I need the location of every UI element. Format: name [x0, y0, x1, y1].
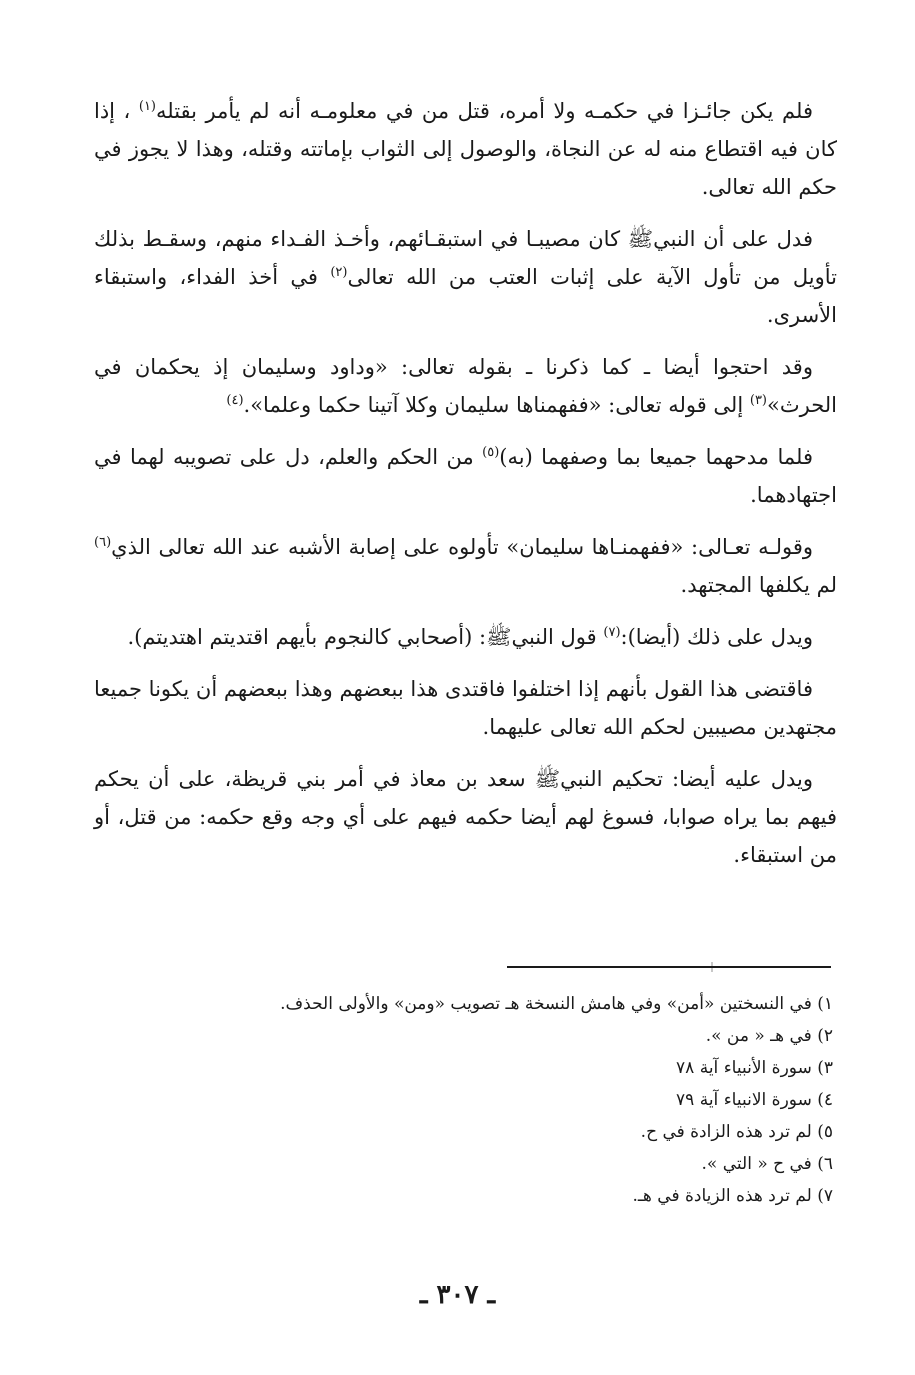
footnote-ref-7: (٧) — [603, 625, 621, 640]
paragraph-2: فدل على أن النبيﷺ كان مصيبـا في استبقـائهم، وأخـذ الفـداء منهم، وسقـط بذلك تأويل من تأول الآية على إثبات العتب من الله تعالى$^{(٢)}$ في أخذ الفداء، واستبقاء الأسرى. — [94, 227, 837, 327]
footnote-ref-3: (٣) — [749, 393, 767, 408]
paragraph-8: ويدل عليه أيضا: تحكيم النبيﷺ سعد بن معاذ في أمر بني قريظة، على أن يحكم فيهم بما يراه صوابا، فسوغ لهم أيضا حكمه فيهم على أي وجه وقع حكمه: من قتل، أو من استبقاء. — [94, 767, 837, 867]
paragraph-1: فلم يكن جائـزا في حكمـه ولا أمره، قتل من في معلومـه أنه لم يأمر بقتله$^{(١)}$ ، إذا كان فيه اقتطاع منه له عن النجاة، والوصول إلى الثواب بإماتته وقتله، وهذا لا يجوز في حكم الله تعالى. — [94, 99, 837, 199]
paragraph-7: فاقتضى هذا القول بأنهم إذا اختلفوا فاقتدى هذا ببعضهم وهذا ببعضهم أن يكونا جميعا مجتهدين مصيبين لحكم الله تعالى عليهما. — [94, 677, 837, 739]
footnote-5: ٥) لم ترد هذه الزادة في ح. — [640, 1122, 833, 1142]
paragraph-6: ويدل على ذلك (أيضا):$^{(٧)}$ قول النبيﷺ: (أصحابي كالنجوم بأيهم اقتديتم اهتديتم). — [127, 625, 813, 649]
main-text — [94, 92, 837, 888]
footnote-ref-4: (٤) — [226, 393, 244, 408]
footnote-ref-2: (٢) — [330, 265, 348, 280]
footnote-separator — [507, 966, 831, 968]
footnote-ref-6: (٦) — [94, 535, 112, 550]
footnote-ref-1: (١) — [138, 99, 156, 114]
page-number: ـ ٣٠٧ ـ — [419, 1280, 496, 1310]
footnote-1: ١) في النسختين «أمن» وفي هامش النسخة هـ تصويب «ومن» والأولى الحذف. — [280, 994, 833, 1014]
footnote-6: ٦) في ح « التي ». — [701, 1154, 833, 1174]
footnote-ref-5: (٥) — [482, 445, 500, 460]
paragraph-3: وقد احتجوا أيضا ـ كما ذكرنا ـ بقوله تعالى: «وداود وسليمان إذ يحكمان في الحرث»$^{(٣)}$ إلى قوله تعالى: «ففهمناها سليمان وكلا آتينا حكما وعلما».$^{(٤)}$ — [94, 355, 837, 417]
paragraph-5: وقولـه تعـالى: «ففهمنـاها سليمان» تأولوه على إصابة الأشبه عند الله تعالى الذي$^{(٦)}$ لم يكلفها المجتهد. — [94, 535, 837, 597]
footnote-3: ٣) سورة الأنبياء آية ٧٨ — [676, 1058, 833, 1078]
footnote-2: ٢) في هـ « من ». — [705, 1026, 833, 1046]
footnote-4: ٤) سورة الانبياء آية ٧٩ — [676, 1090, 833, 1110]
paragraph-4: فلما مدحهما جميعا بما وصفهما (به)$^{(٥)}$ من الحكم والعلم، دل على تصويبه لهما في اجتهادهما. — [94, 445, 837, 507]
footnote-7: ٧) لم ترد هذه الزيادة في هـ. — [632, 1186, 833, 1206]
footnotes — [100, 988, 833, 1212]
